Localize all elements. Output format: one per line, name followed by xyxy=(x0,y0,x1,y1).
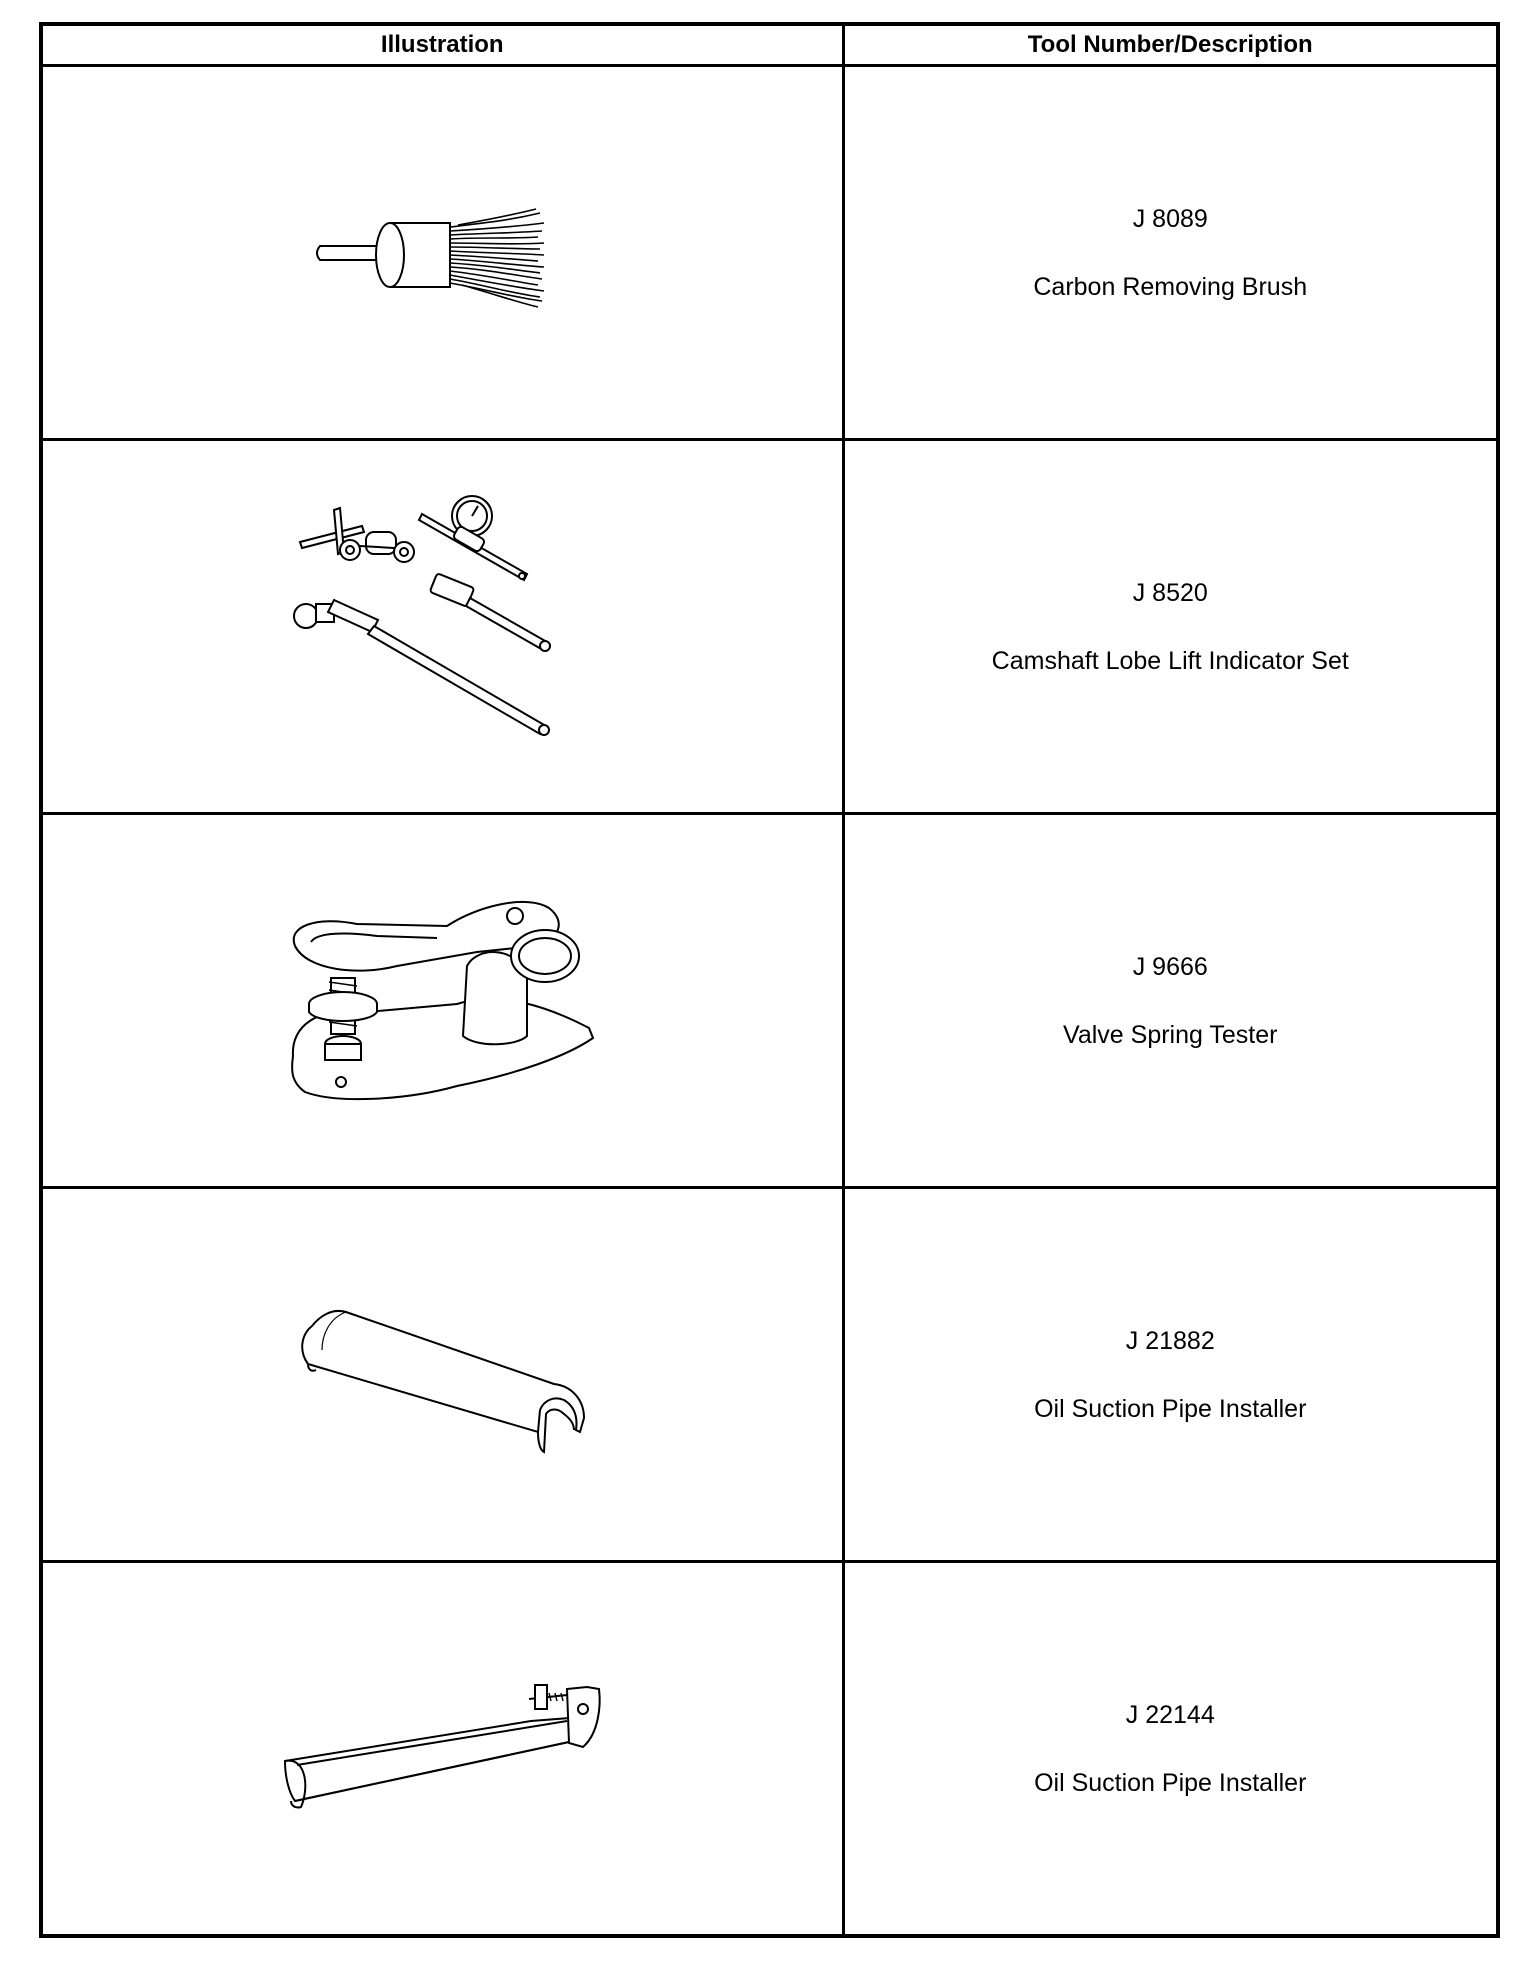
header-illustration: Illustration xyxy=(41,24,843,66)
special-tools-table xyxy=(39,22,1500,1938)
tool-description: Oil Suction Pipe Installer xyxy=(1034,1394,1307,1423)
description-cell xyxy=(843,1562,1498,1937)
illustration-cell xyxy=(41,66,843,440)
table-row xyxy=(41,814,1498,1188)
illustration-cell xyxy=(41,1562,843,1937)
tool-number: J 22144 xyxy=(1125,1700,1215,1729)
illustration-cell xyxy=(41,1188,843,1562)
tool-description: Camshaft Lobe Lift Indicator Set xyxy=(991,646,1349,675)
description-cell xyxy=(843,814,1498,1188)
tool-number: J 9666 xyxy=(1132,952,1208,981)
table-row xyxy=(41,66,1498,440)
camshaft-lobe-lift-indicator-set-icon xyxy=(282,492,602,762)
tool-description: Oil Suction Pipe Installer xyxy=(1034,1768,1307,1797)
table-header-row xyxy=(41,24,1498,66)
valve-spring-tester-icon xyxy=(277,886,607,1116)
tool-description: Carbon Removing Brush xyxy=(1033,272,1308,301)
tool-number: J 8089 xyxy=(1132,204,1208,233)
tool-description: Valve Spring Tester xyxy=(1063,1020,1278,1049)
table-row xyxy=(41,440,1498,814)
tool-number: J 8520 xyxy=(1132,578,1208,607)
oil-suction-pipe-installer-icon xyxy=(282,1290,602,1460)
illustration-cell xyxy=(41,440,843,814)
carbon-removing-brush-icon xyxy=(292,183,592,323)
table-row xyxy=(41,1188,1498,1562)
illustration-cell xyxy=(41,814,843,1188)
header-tool-number-description: Tool Number/Description xyxy=(843,24,1498,66)
oil-suction-pipe-installer-bracket-icon xyxy=(267,1669,617,1829)
tool-number: J 21882 xyxy=(1125,1326,1215,1355)
description-cell xyxy=(843,440,1498,814)
description-cell xyxy=(843,66,1498,440)
table-row xyxy=(41,1562,1498,1937)
description-cell xyxy=(843,1188,1498,1562)
